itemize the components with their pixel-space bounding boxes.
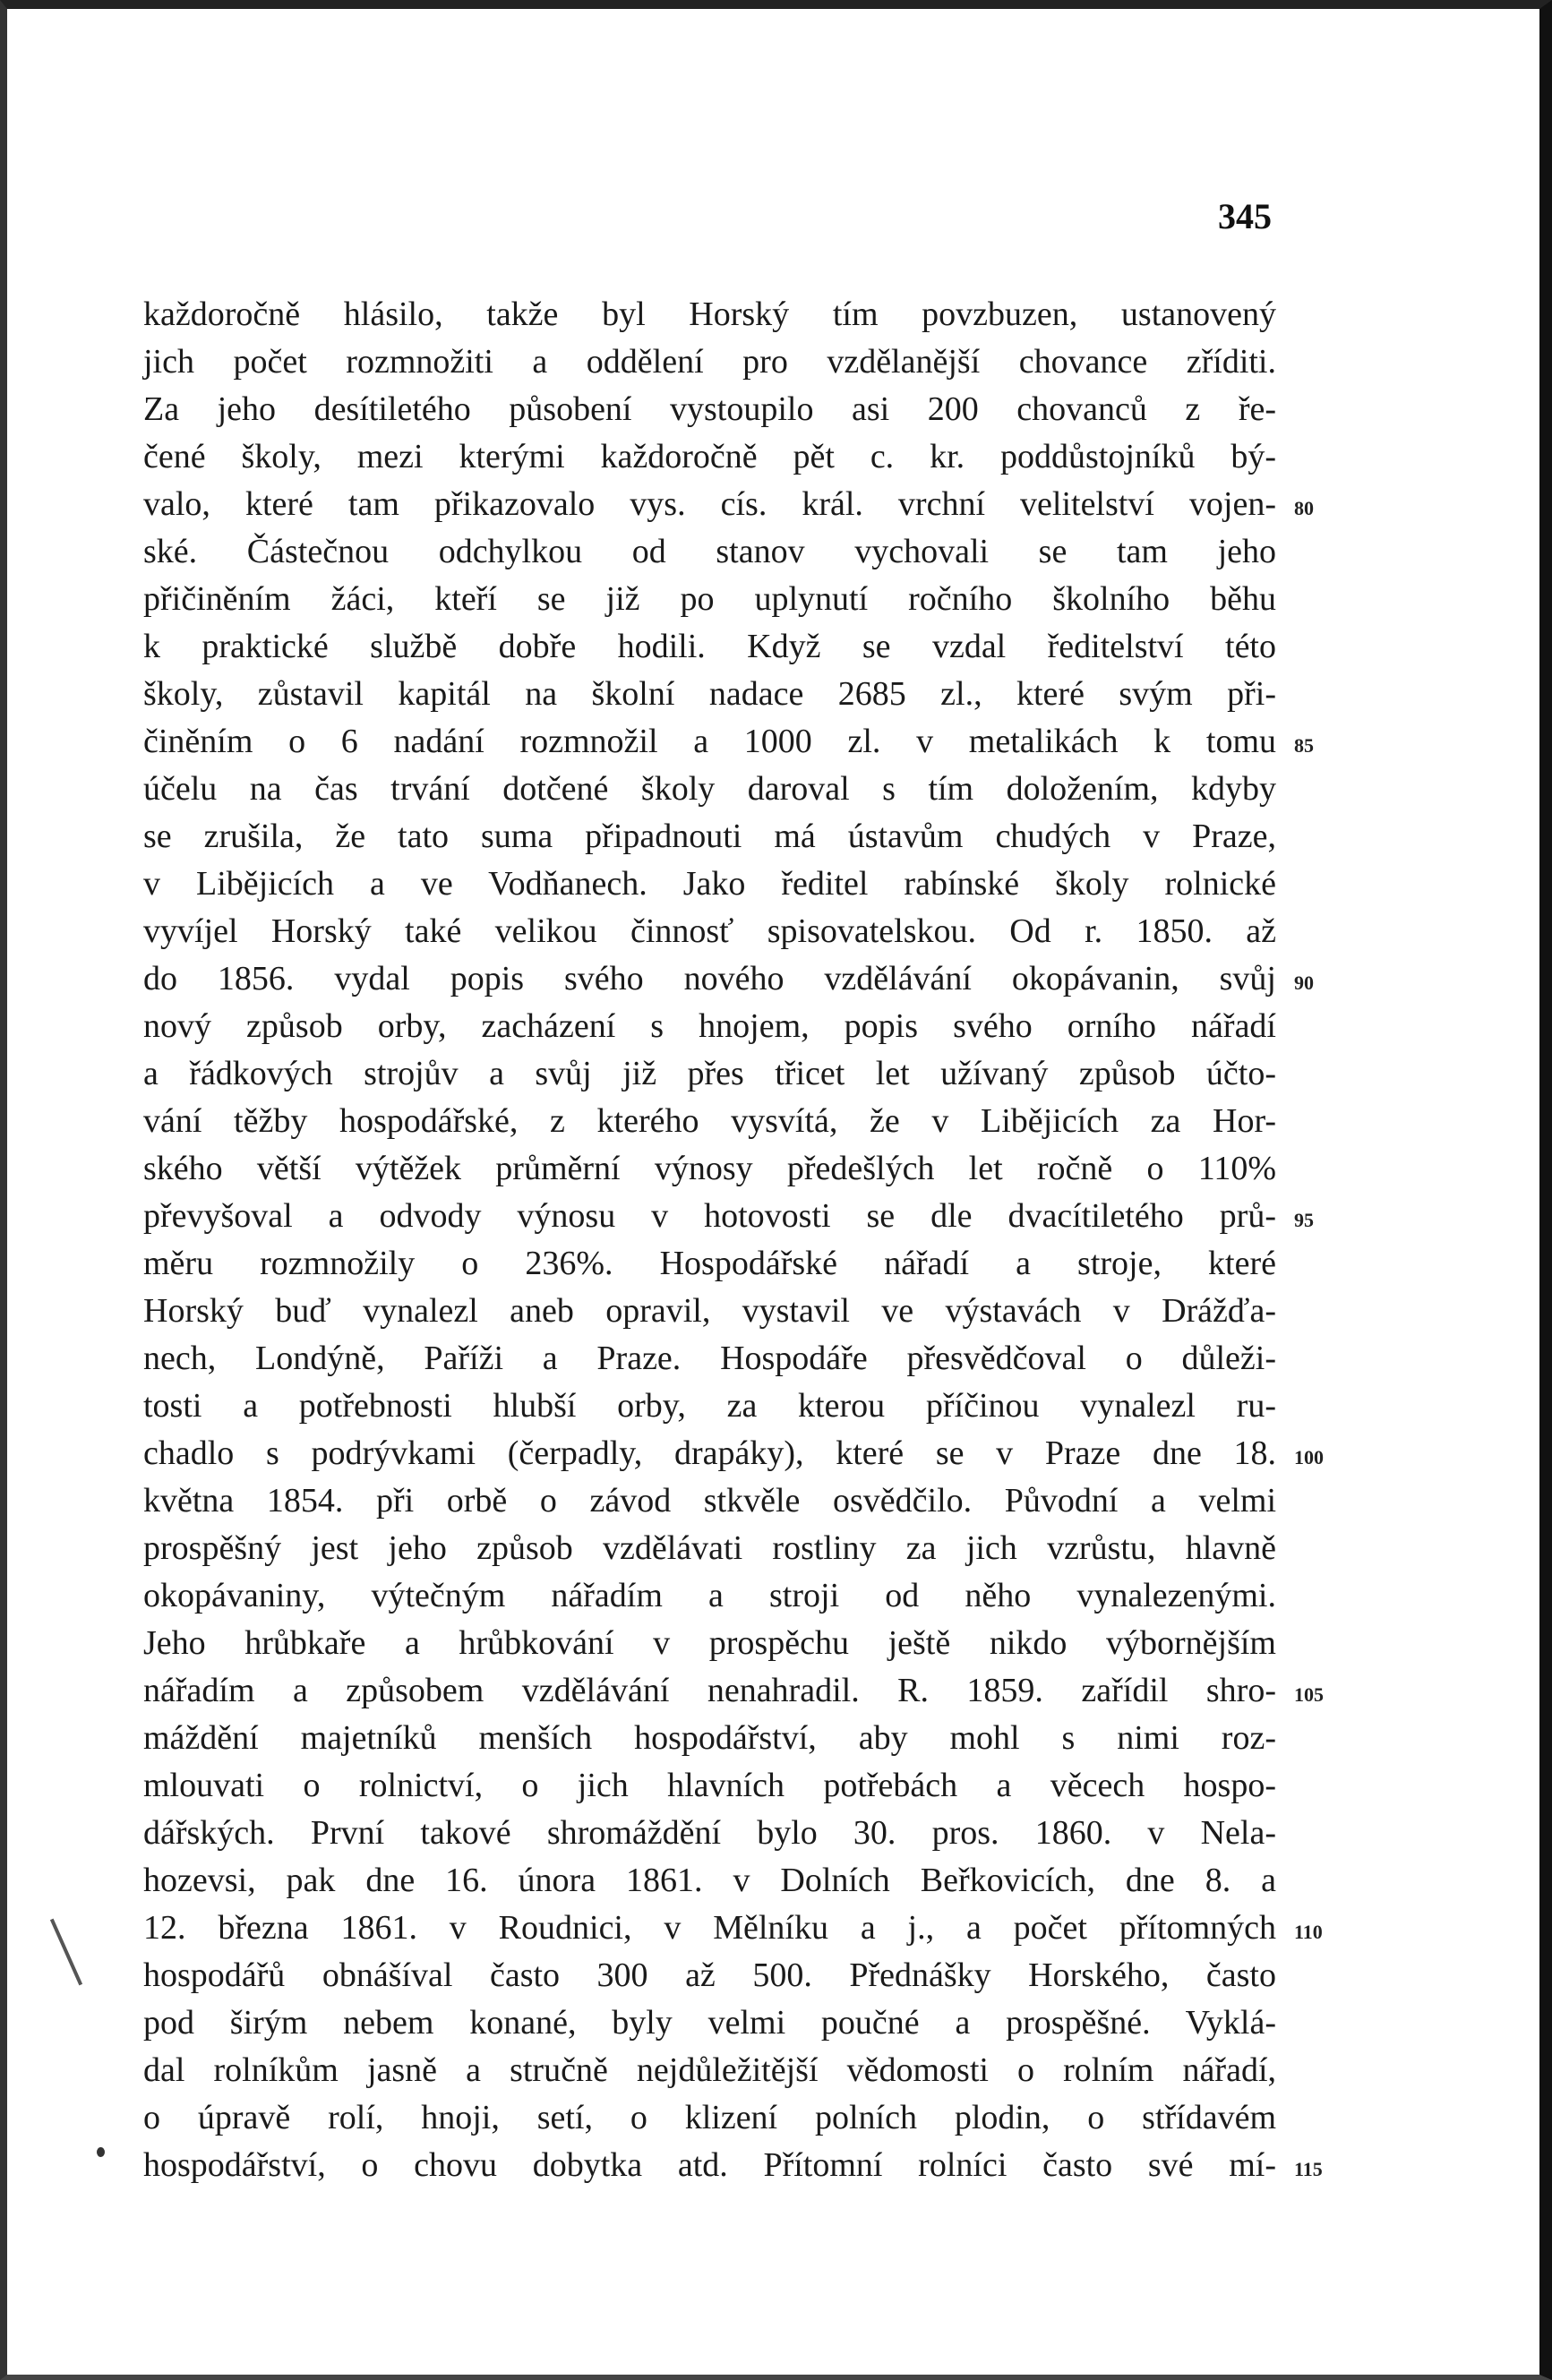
text-line: nový způsob orby, zacházení s hnojem, popis svého orního nářadí (143, 1007, 1276, 1045)
margin-line-number: 115 (1294, 2158, 1323, 2180)
text-line: čené školy, mezi kterými každoročně pět c. kr. poddůstojníků bý- (143, 438, 1276, 475)
text-line: ské. Částečnou odchylkou od stanov vychovali se tam jeho (143, 533, 1276, 570)
margin-line-number: 85 (1294, 734, 1314, 757)
text-line: školy, zůstavil kapitál na školní nadace 2685 zl., které svým při- (143, 675, 1276, 713)
text-line: jich počet rozmnožiti a oddělení pro vzdělanější chovance zříditi. (143, 343, 1276, 381)
margin-ink-dot (97, 2147, 105, 2157)
text-line: pod širým nebem konané, byly velmi poučné a prospěšné. Vyklá- (143, 2004, 1276, 2042)
text-line: hospodářů obnášíval často 300 až 500. Přednášky Horského, často (143, 1956, 1276, 1994)
text-line: činěním o 6 nadání rozmnožil a 1000 zl. v metalikách k tomu (143, 723, 1276, 760)
margin-line-number: 110 (1294, 1921, 1323, 1943)
text-line: vání těžby hospodářské, z kterého vysvítá, že v Libějicích za Hor- (143, 1102, 1276, 1140)
body-text (143, 291, 1276, 2189)
text-line: k praktické službě dobře hodili. Když se vzdal ředitelství této (143, 628, 1276, 665)
text-line: dářských. První takové shromáždění bylo 30. pros. 1860. v Nela- (143, 1814, 1276, 1852)
text-line: mlouvati o rolnictví, o jich hlavních potřebách a věcech hospo- (143, 1767, 1276, 1804)
margin-line-number: 80 (1294, 497, 1314, 519)
text-line: do 1856. vydal popis svého nového vzdělávání okopávanin, svůj (143, 960, 1276, 997)
text-line: nech, Londýně, Paříži a Praze. Hospodáře přesvědčoval o důleži- (143, 1340, 1276, 1377)
text-line: každoročně hlásilo, takže byl Horský tím povzbuzen, ustanovený (143, 295, 1276, 333)
text-line: máždění majetníků menších hospodářství, aby mohl s nimi roz- (143, 1719, 1276, 1757)
text-line: tosti a potřebnosti hlubší orby, za kterou příčinou vynalezl ru- (143, 1387, 1276, 1425)
text-line: hozevsi, pak dne 16. února 1861. v Dolních Beřkovicích, dne 8. a (143, 1862, 1276, 1899)
margin-line-number: 100 (1294, 1446, 1324, 1468)
text-line: ského větší výtěžek průměrní výnosy předešlých let ročně o 110% (143, 1150, 1276, 1187)
text-line: valo, které tam přikazovalo vys. cís. král. vrchní velitelství vojen- (143, 485, 1276, 523)
text-line: Za jeho desítiletého působení vystoupilo asi 200 chovanců z ře- (143, 390, 1276, 428)
text-line: vyvíjel Horský také velikou činnosť spisovatelskou. Od r. 1850. až (143, 912, 1276, 950)
text-line: Jeho hrůbkaře a hrůbkování v prospěchu ještě nikdo výbornějším (143, 1624, 1276, 1662)
margin-line-number: 95 (1294, 1209, 1314, 1231)
text-line: prospěšný jest jeho způsob vzdělávati rostliny za jich vzrůstu, hlavně (143, 1529, 1276, 1567)
text-line: se zrušila, že tato suma připadnouti má ústavům chudých v Praze, (143, 818, 1276, 855)
text-line: okopávaniny, výtečným nářadím a stroji od něho vynalezenými. (143, 1577, 1276, 1614)
text-line: dal rolníkům jasně a stručně nejdůležitější vědomosti o rolním nářadí, (143, 2051, 1276, 2089)
text-line: převyšoval a odvody výnosu v hotovosti se dle dvacítiletého prů- (143, 1197, 1276, 1235)
text-line: 12. března 1861. v Roudnici, v Mělníku a j., a počet přítomných (143, 1909, 1276, 1947)
page-number: 345 (1218, 196, 1272, 236)
text-line: nářadím a způsobem vzdělávání nenahradil. R. 1859. zařídil shro- (143, 1672, 1276, 1709)
text-line: chadlo s podrývkami (čerpadly, drapáky), které se v Praze dne 18. (143, 1434, 1276, 1472)
text-line: Horský buď vynalezl aneb opravil, vystavil ve výstavách v Drážďa- (143, 1292, 1276, 1330)
text-line: v Libějicích a ve Vodňanech. Jako ředitel rabínské školy rolnické (143, 865, 1276, 903)
text-line: přičiněním žáci, kteří se již po uplynutí ročního školního běhu (143, 580, 1276, 618)
text-line: a řádkových strojův a svůj již přes třicet let užívaný způsob účto- (143, 1055, 1276, 1092)
text-line: měru rozmnožily o 236%. Hospodářské nářadí a stroje, které (143, 1245, 1276, 1282)
text-line: o úpravě rolí, hnoji, setí, o klizení polních plodin, o střídavém (143, 2099, 1276, 2136)
text-line: účelu na čas trvání dotčené školy daroval s tím doložením, kdyby (143, 770, 1276, 808)
margin-line-number: 90 (1294, 972, 1314, 994)
margin-line-number: 105 (1294, 1683, 1324, 1706)
text-line: hospodářství, o chovu dobytka atd. Přítomní rolníci často své mí- (143, 2146, 1276, 2184)
text-line: května 1854. při orbě o závod stkvěle osvědčilo. Původní a velmi (143, 1482, 1276, 1520)
